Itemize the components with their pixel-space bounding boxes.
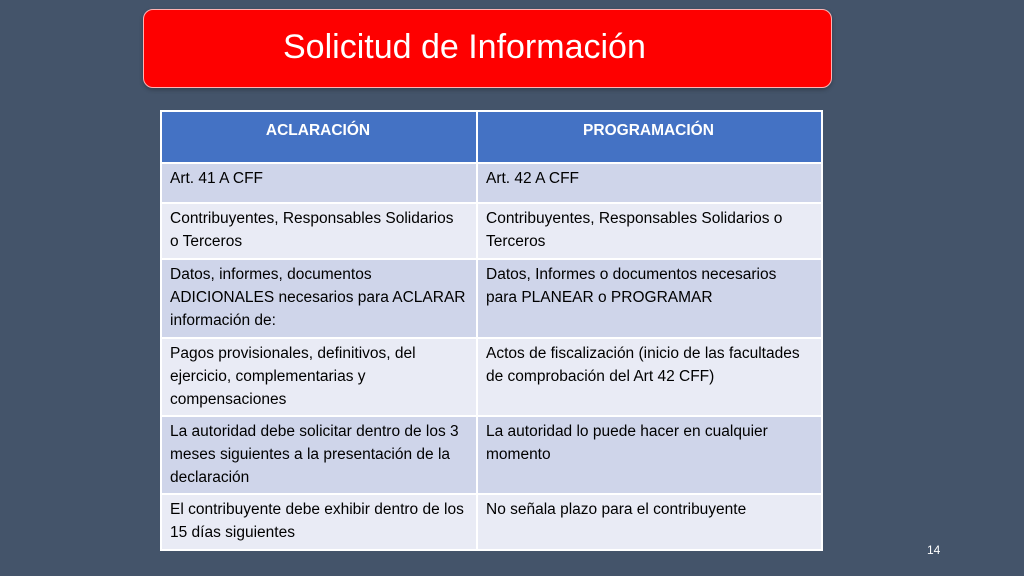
table-cell: Datos, informes, documentos ADICIONALES necesarios para ACLARAR información de: (161, 259, 477, 338)
header-programacion: PROGRAMACIÓN (477, 111, 822, 163)
table-cell: Art. 42 A CFF (477, 163, 822, 203)
table-cell: Art. 41 A CFF (161, 163, 477, 203)
table-row (161, 494, 822, 550)
table-cell: Contribuyentes, Responsables Solidarios o Terceros (477, 203, 822, 259)
table-cell: No señala plazo para el contribuyente (477, 494, 822, 550)
table-row (161, 416, 822, 494)
header-aclaracion: ACLARACIÓN (161, 111, 477, 163)
page-number: 14 (927, 543, 941, 557)
slide-title: Solicitud de Información (283, 28, 646, 66)
table-row (161, 259, 822, 338)
title-banner (143, 9, 832, 88)
table-cell: Datos, Informes o documentos necesarios para PLANEAR o PROGRAMAR (477, 259, 822, 338)
table-row (161, 163, 822, 203)
table-header-row (161, 111, 822, 163)
table-cell: La autoridad lo puede hacer en cualquier momento (477, 416, 822, 494)
table-row (161, 338, 822, 416)
table-cell: La autoridad debe solicitar dentro de los 3 meses siguientes a la presentación de la declaración (161, 416, 477, 494)
table-cell: Actos de fiscalización (inicio de las facultades de comprobación del Art 42 CFF) (477, 338, 822, 416)
table-cell: Contribuyentes, Responsables Solidarios o Terceros (161, 203, 477, 259)
table-cell: Pagos provisionales, definitivos, del ejercicio, complementarias y compensaciones (161, 338, 477, 416)
table-cell: El contribuyente debe exhibir dentro de los 15 días siguientes (161, 494, 477, 550)
table-row (161, 203, 822, 259)
comparison-table (160, 110, 823, 551)
comparison-table-container (160, 110, 821, 546)
